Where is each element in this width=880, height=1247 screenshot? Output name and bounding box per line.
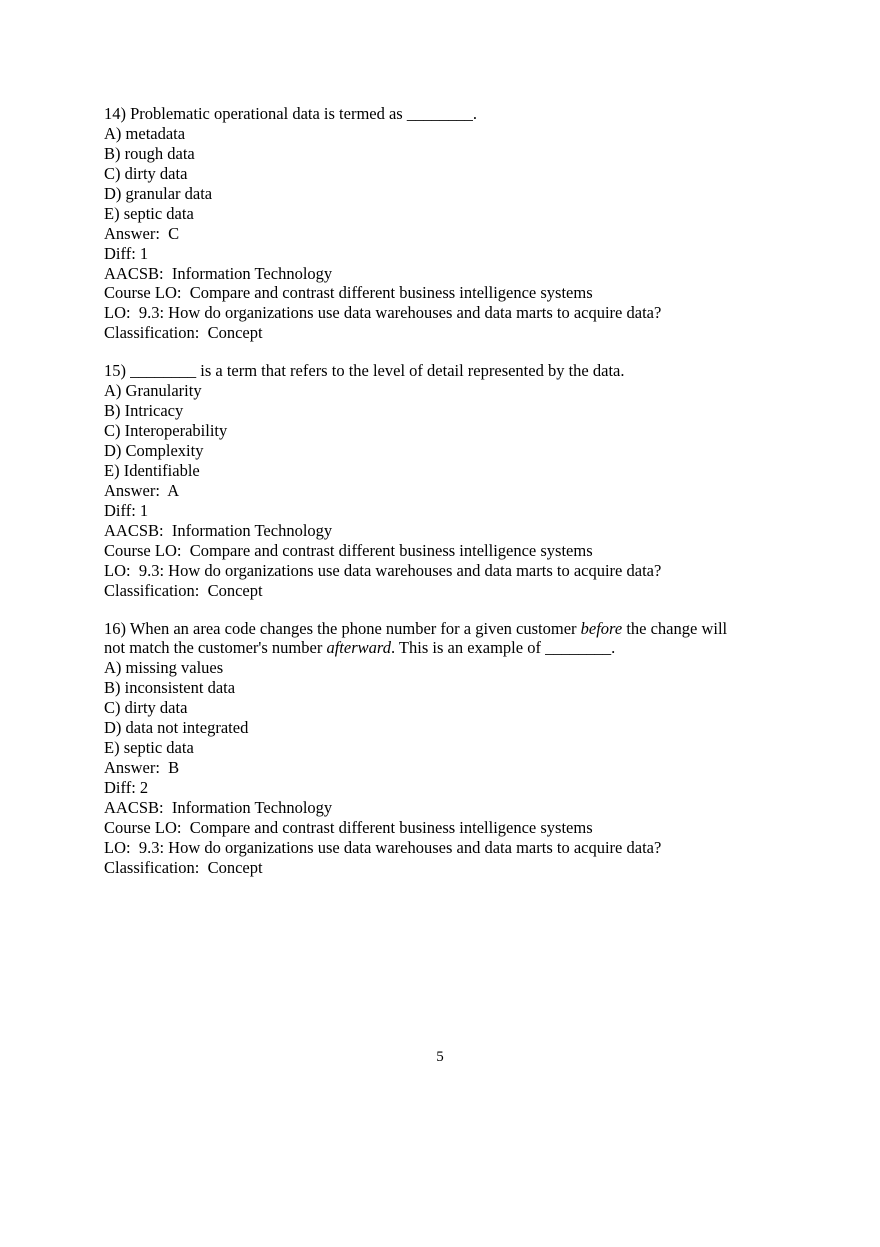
answer-option: E) Identifiable (104, 460, 200, 480)
answer-option: C) dirty data (104, 698, 188, 718)
learning-objective: LO: 9.3: How do organizations use data warehouses and data marts to acquire data? (104, 837, 662, 857)
stem-text: the change will (622, 618, 728, 638)
aacsb-tag: AACSB: Information Technology (104, 263, 333, 283)
stem-emphasis: afterward (326, 638, 391, 658)
answer-option: C) dirty data (104, 163, 188, 183)
stem-text: . This is an example of ________. (390, 638, 616, 658)
aacsb-tag: AACSB: Information Technology (104, 520, 333, 540)
page-number: 5 (436, 1049, 444, 1065)
answer-option: A) metadata (104, 123, 186, 143)
answer-option: D) data not integrated (104, 718, 249, 738)
question-stem (104, 361, 804, 381)
answer-option: D) Complexity (104, 441, 204, 460)
learning-objective: LO: 9.3: How do organizations use data warehouses and data marts to acquire data? (104, 303, 662, 323)
question-16 (104, 619, 804, 878)
aacsb-tag: AACSB: Information Technology (104, 797, 333, 817)
difficulty: Diff: 1 (104, 500, 149, 520)
course-lo: Course LO: Compare and contrast different business intelligence systems (104, 283, 593, 303)
answer-option: B) inconsistent data (104, 678, 236, 698)
question-list (104, 104, 804, 896)
difficulty: Diff: 2 (104, 778, 149, 797)
classification: Classification: Concept (104, 857, 263, 877)
question-stem (104, 619, 804, 639)
answer-key: Answer: A (104, 480, 180, 500)
stem-text: not match the customer's number (104, 638, 327, 658)
stem-text: 16) When an area code changes the phone number for a given customer (104, 618, 581, 638)
difficulty: Diff: 1 (104, 243, 149, 263)
answer-option: B) rough data (104, 143, 195, 163)
answer-option: E) septic data (104, 738, 194, 758)
stem-text: 14) Problematic operational data is termed as ________. (104, 104, 477, 123)
question-14 (104, 104, 804, 343)
stem-emphasis: before (580, 618, 623, 638)
answer-option: A) Granularity (104, 381, 202, 401)
answer-option: B) Intricacy (104, 401, 184, 421)
question-stem (104, 638, 804, 658)
course-lo: Course LO: Compare and contrast different business intelligence systems (104, 817, 593, 837)
answer-option: D) granular data (104, 183, 213, 203)
learning-objective: LO: 9.3: How do organizations use data warehouses and data marts to acquire data? (104, 560, 662, 580)
stem-text: 15) ________ is a term that refers to the level of detail represented by the data. (104, 361, 625, 381)
answer-option: C) Interoperability (104, 421, 228, 441)
classification: Classification: Concept (104, 323, 263, 343)
answer-option: E) septic data (104, 203, 194, 223)
course-lo: Course LO: Compare and contrast different business intelligence systems (104, 540, 593, 560)
question-stem (104, 104, 804, 124)
classification: Classification: Concept (104, 580, 263, 600)
answer-key: Answer: B (104, 758, 180, 778)
answer-option: A) missing values (104, 658, 224, 678)
question-15 (104, 361, 804, 600)
answer-key: Answer: C (104, 223, 180, 243)
